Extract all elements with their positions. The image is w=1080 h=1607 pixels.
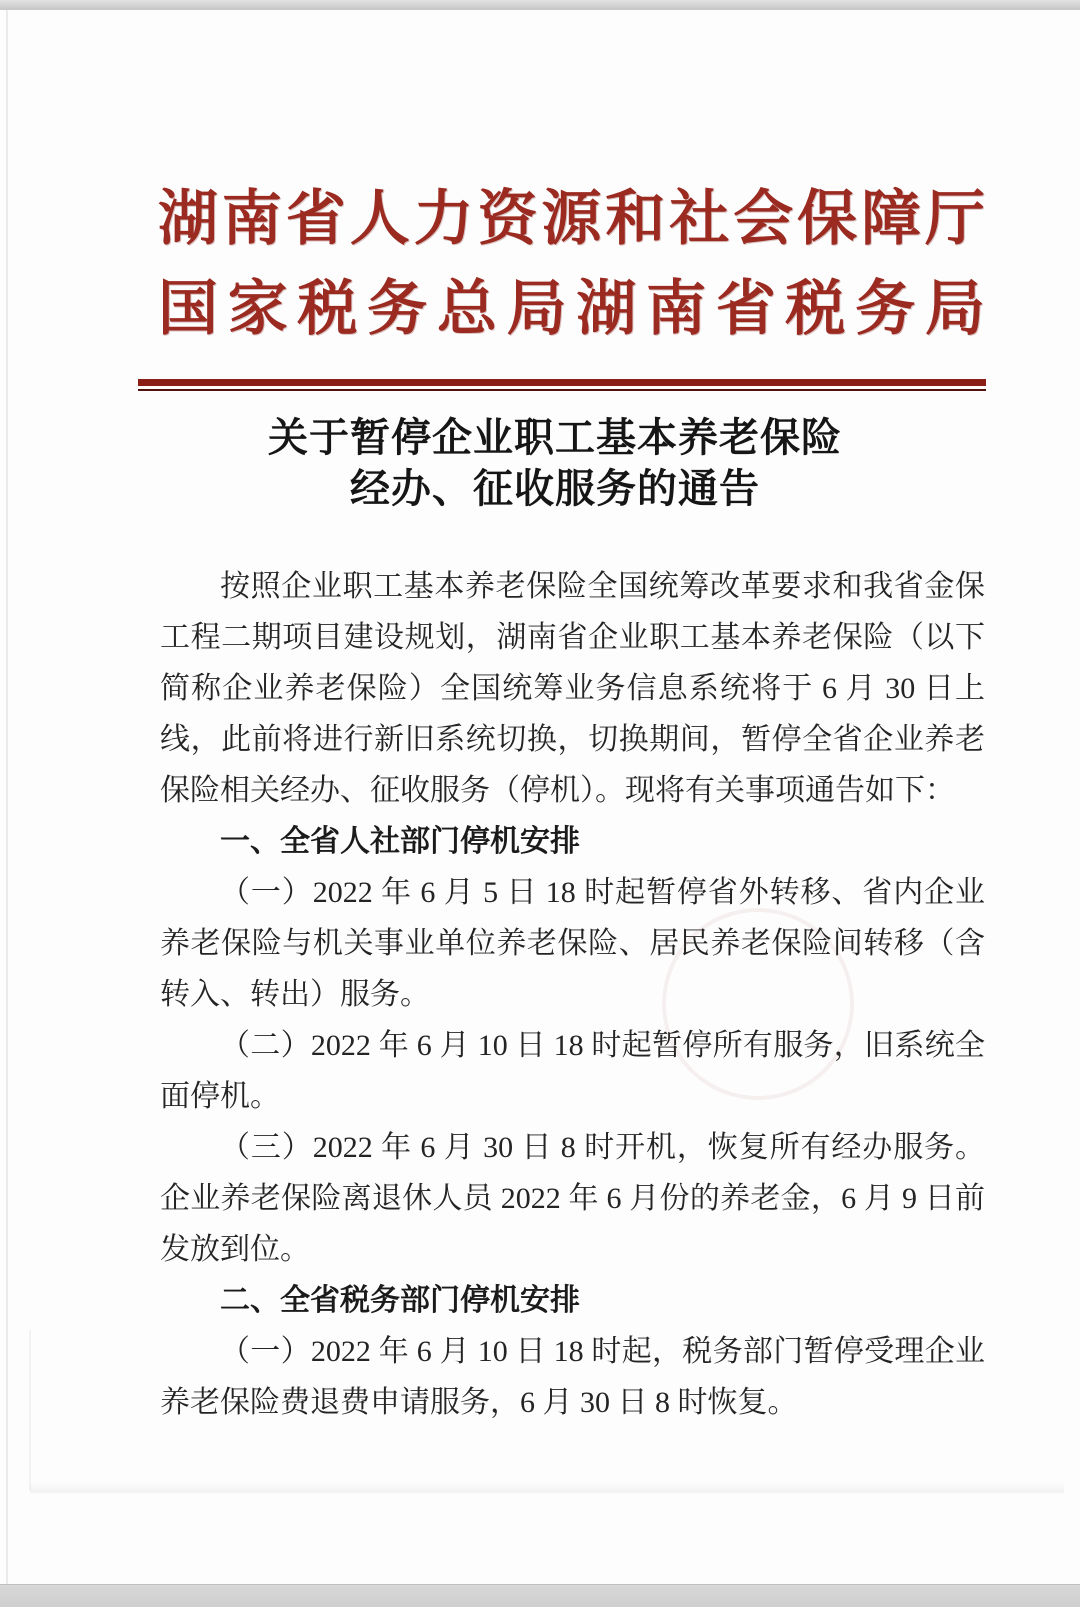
section-heading-2: 二、全省税务部门停机安排 — [220, 1284, 580, 1317]
letterhead-line-2: 国家税务总局湖南省税务局 — [158, 276, 985, 342]
document-title — [145, 412, 965, 514]
section-heading-1: 一、全省人社部门停机安排 — [220, 825, 580, 858]
seal-bleedthrough — [662, 908, 854, 1100]
document-body — [160, 561, 985, 1428]
letterhead-divider — [138, 379, 986, 391]
divider-thick-line — [138, 379, 986, 386]
intro-paragraph: 按照企业职工基本养老保险全国统筹改革要求和我省金保工程二期项目建设规划，湖南省企业职工基本养老保险（以下简称企业养老保险）全国统筹业务信息系统将于 6 月 30 日上线，此前将进行新旧系统切换，切换期间，暂停全省企业养老保险相关经办、征收服务（停机）。现将有关事项通告如下： — [160, 570, 985, 807]
section1-item-3: （三）2022 年 6 月 30 日 8 时开机，恢复所有经办服务。企业养老保险离退休人员 2022 年 6 月份的养老金，6 月 9 日前发放到位。 — [160, 1131, 985, 1266]
paper-edge-shadow — [30, 1480, 1064, 1493]
document-page — [0, 10, 1080, 1584]
letterhead-line-1: 湖南省人力资源和社会保障厅 — [158, 186, 985, 252]
section1-item-1: （一）2022 年 6 月 5 日 18 时起暂停省外转移、省内企业养老保险与机关事业单位养老保险、居民养老保险间转移（含转入、转出）服务。 — [160, 876, 985, 1011]
divider-thin-line — [138, 389, 986, 391]
document-title-line-1: 关于暂停企业职工基本养老保险 — [268, 415, 842, 460]
photo-top-edge — [0, 0, 1080, 10]
photo-bottom-edge — [0, 1584, 1080, 1607]
paper-corner-shadow — [29, 1330, 31, 1490]
section1-item-2: （二）2022 年 6 月 10 日 18 时起暂停所有服务，旧系统全面停机。 — [160, 1029, 985, 1113]
document-title-line-2: 经办、征收服务的通告 — [350, 466, 760, 511]
section2-item-1: （一）2022 年 6 月 10 日 18 时起，税务部门暂停受理企业养老保险费退费申请服务，6 月 30 日 8 时恢复。 — [160, 1335, 985, 1419]
page-left-edge — [6, 10, 8, 1584]
letterhead — [158, 174, 985, 354]
